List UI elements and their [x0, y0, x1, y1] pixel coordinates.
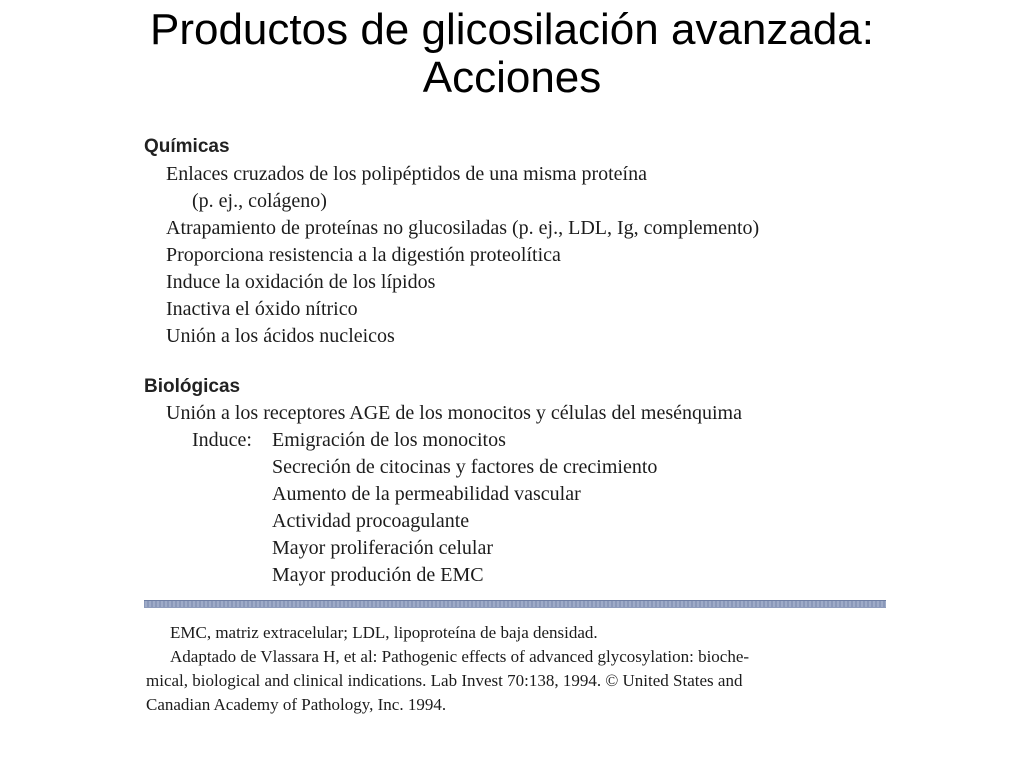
- induce-item: Actividad procoagulante: [272, 510, 470, 532]
- induce-item: Secreción de citocinas y factores de crecimiento: [272, 456, 658, 478]
- quimicas-item: Inactiva el óxido nítrico: [166, 298, 358, 320]
- quimicas-item: Induce la oxidación de los lípidos: [166, 271, 436, 293]
- table-divider: [144, 600, 886, 608]
- induce-item: Aumento de la permeabilidad vascular: [272, 483, 581, 505]
- title-line-2: Acciones: [422, 53, 602, 102]
- footnote-abbreviations: EMC, matriz extracelular; LDL, lipoproteína de baja densidad.: [170, 623, 598, 642]
- footnote-source: Adaptado de Vlassara H, et al: Pathogenic effects of advanced glycosylation: bioche-: [170, 647, 750, 666]
- quimicas-item: Enlaces cruzados de los polipéptidos de una misma proteína: [166, 163, 647, 185]
- induce-label: Induce:: [192, 429, 252, 451]
- receptor-line: Unión a los receptores AGE de los monocitos y células del mesénquima: [166, 402, 742, 424]
- quimicas-item: (p. ej., colágeno): [192, 190, 327, 212]
- quimicas-item: Proporciona resistencia a la digestión proteolítica: [166, 244, 561, 266]
- footnote-source: mical, biological and clinical indications. Lab Invest 70:138, 1994. © United States and: [146, 671, 743, 690]
- scanned-table: [140, 128, 900, 728]
- quimicas-item: Atrapamiento de proteínas no glucosiladas (p. ej., LDL, Ig, complemento): [166, 217, 760, 239]
- quimicas-item: Unión a los ácidos nucleicos: [166, 325, 395, 347]
- biologicas-heading: Biológicas: [144, 376, 241, 397]
- induce-item: Emigración de los monocitos: [272, 429, 506, 451]
- quimicas-heading: Químicas: [144, 136, 230, 157]
- slide-title: [0, 6, 1024, 102]
- footnote-source: Canadian Academy of Pathology, Inc. 1994.: [146, 695, 447, 714]
- induce-item: Mayor proliferación celular: [272, 537, 494, 559]
- induce-item: Mayor produción de EMC: [272, 564, 484, 586]
- title-line-1: Productos de glicosilación avanzada:: [149, 5, 874, 54]
